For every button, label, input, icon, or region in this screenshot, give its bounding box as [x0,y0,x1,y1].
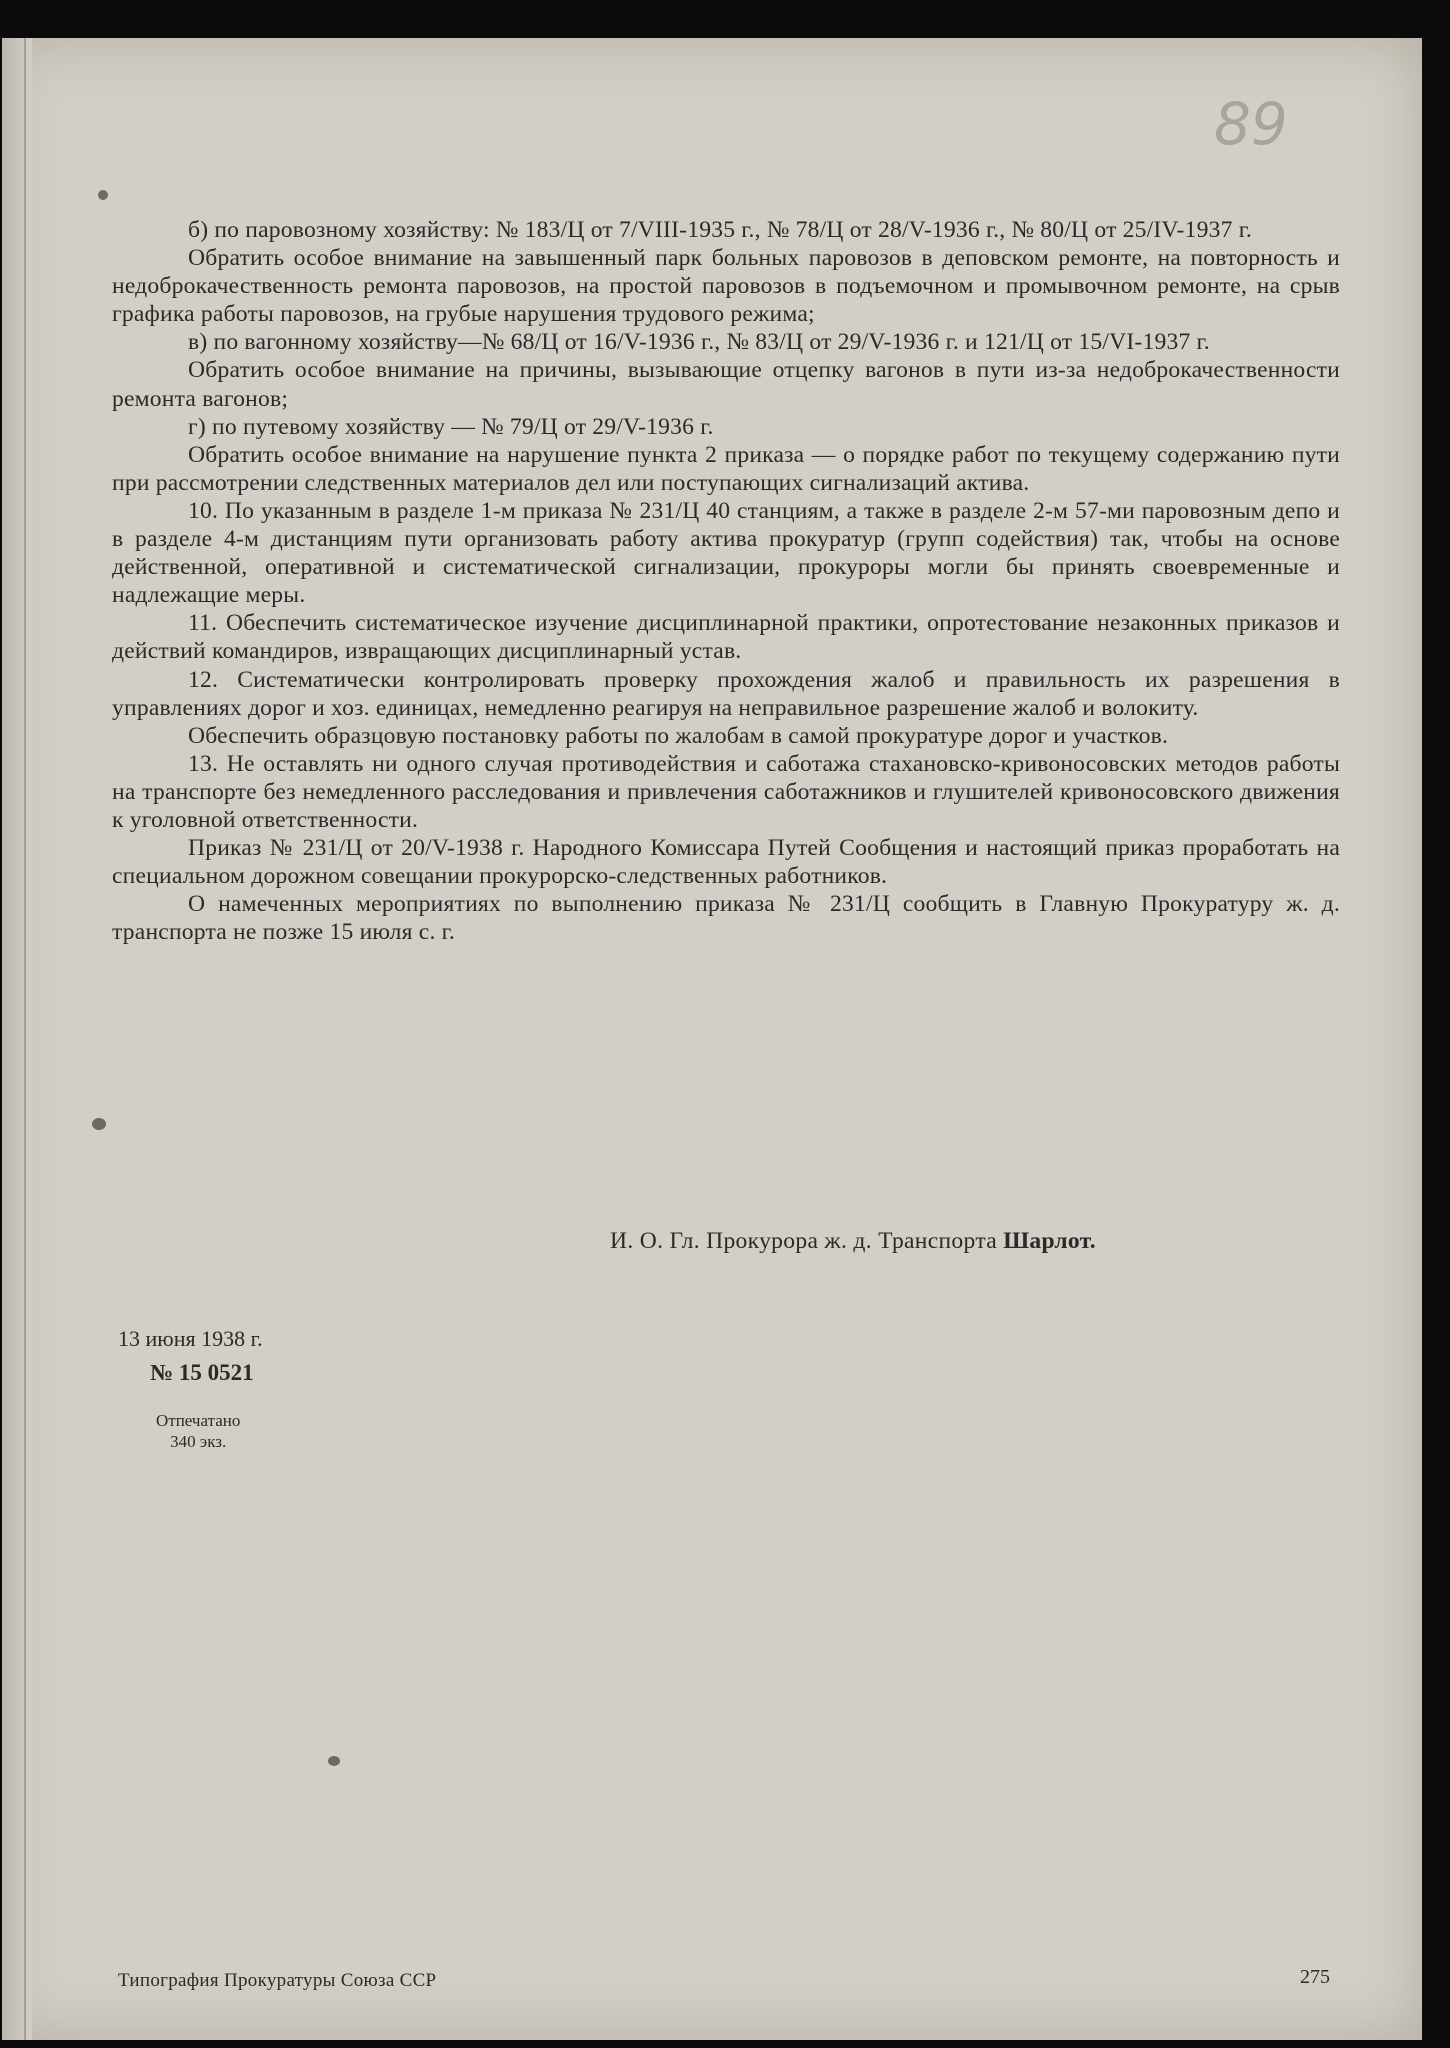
document-date: 13 июня 1938 г. [118,1326,263,1351]
paragraph: 12. Систематически контролировать проверку прохождения жалоб и правильность их разрешения в управлениях дорог и хоз. единицах, немедленно реагируя на неправильное разрешение жалоб и волокиту. [112,666,1340,721]
printed-count: 340 экз. [170,1432,227,1451]
page-number: 275 [1300,1966,1330,1988]
punch-hole [92,1118,106,1130]
signature-line [610,1228,1096,1255]
paragraph: Обратить особое внимание на причины, вызывающие отцепку вагонов в пути из-за недоброкачественности ремонта вагонов; [112,357,1340,412]
signature-title: И. О. Гл. Прокурора ж. д. Транспорта [610,1228,997,1254]
paragraph: Обратить особое внимание на нарушение пункта 2 приказа — о порядке работ по текущему содержанию пути при рассмотрении следственных материалов дел или поступающих сигнализаций актива. [112,441,1340,496]
print-run [156,1410,240,1452]
printed-label: Отпечатано [156,1411,241,1430]
paragraph: Приказ № 231/Ц от 20/V-1938 г. Народного Комиссара Путей Сообщения и настоящий приказ проработать на специальном дорожном совещании прокурорско-следственных работников. [112,835,1340,890]
paragraph: 13. Не оставлять ни одного случая противодействия и саботажа стахановско-кривоносовских методов работы на транспорте без немедленного расследования и привлечения саботажников и глушителей кривоносовского движения к уголовной ответственности. [112,750,1340,833]
document-body [112,216,1340,946]
paragraph: г) по путевому хозяйству — № 79/Ц от 29/V-1936 г. [188,413,714,440]
paragraph: 10. По указанным в разделе 1-м приказа № 231/Ц 40 станциям, а также в разделе 2-м 57-ми паровозным депо и в разделе 4-м дистанциям пути организовать работу актива прокуратур (групп содействия) так, чтобы на основе действенной, оперативной и систематической сигнализации, прокуроры могли бы принять своевременные и надлежащие меры. [112,497,1340,609]
punch-hole [328,1756,340,1766]
document-page [2,38,1422,2040]
paragraph: Обеспечить образцовую постановку работы по жалобам в самой прокуратуре дорог и участков. [188,722,1169,749]
printer-imprint: Типография Прокуратуры Союза ССР [118,1970,437,1991]
paragraph: Обратить особое внимание на завышенный парк больных паровозов в деповском ремонте, на повторность и недоброкачественность ремонта паровозов, на простой паровозов в подъемочном и промывочном ремонте, на срыв графика работы паровозов, на грубые нарушения трудового режима; [112,245,1340,328]
paragraph: б) по паровозному хозяйству: № 183/Ц от 7/VIII-1935 г., № 78/Ц от 28/V-1936 г., № 80/Ц от 25/IV-1937 г. [188,217,1253,243]
binding-spine [2,38,32,2040]
handwritten-page-number: 89 [1214,90,1288,158]
document-number: № 15 0521 [150,1360,254,1385]
punch-hole [98,190,108,200]
signature-name: Шарлот. [1003,1228,1096,1254]
paragraph: в) по вагонному хозяйству—№ 68/Ц от 16/V-1936 г., № 83/Ц от 29/V-1936 г. и 121/Ц от 15/VI-1937 г. [188,329,1210,356]
paragraph: 11. Обеспечить систематическое изучение дисциплинарной практики, опротестование незаконных приказов и действий командиров, извращающих дисциплинарный устав. [112,610,1340,665]
paragraph: О намеченных мероприятиях по выполнению приказа № 231/Ц сообщить в Главную Прокуратуру ж. д. транспорта не позже 15 июля с. г. [112,891,1340,946]
page-fold-line [24,38,26,2040]
